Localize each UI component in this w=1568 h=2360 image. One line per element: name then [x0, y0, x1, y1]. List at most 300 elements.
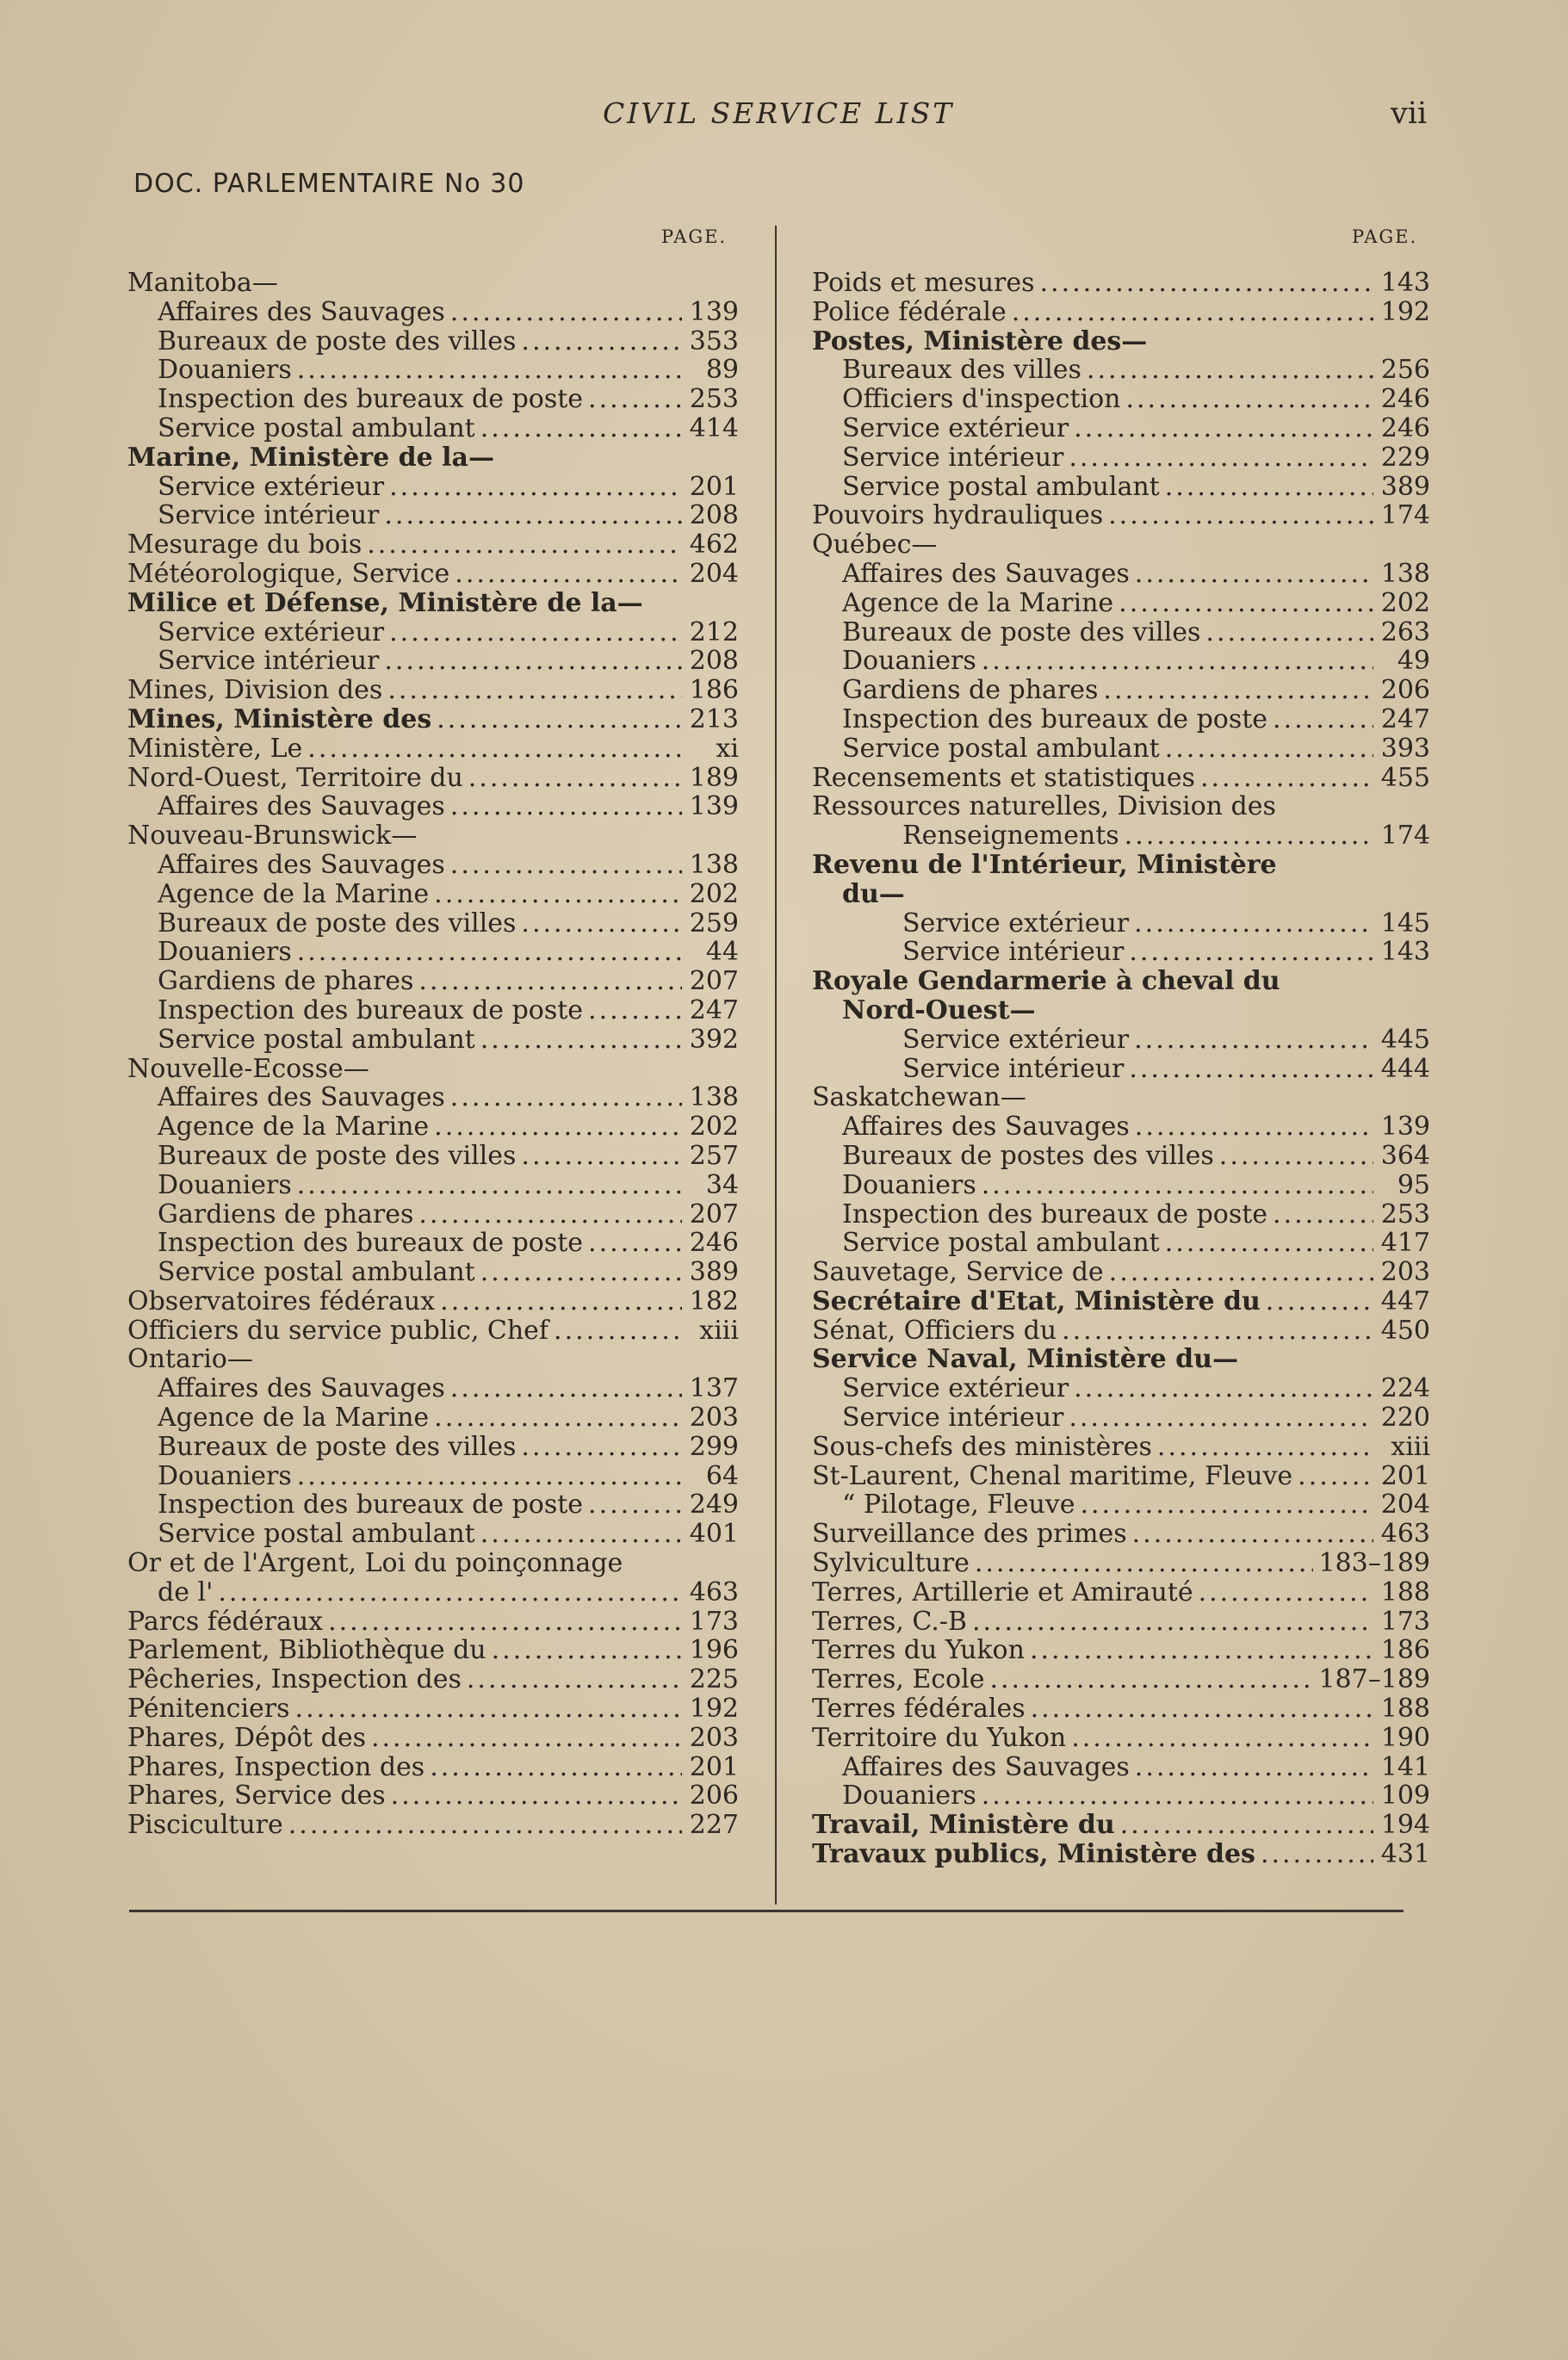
- entry-label: Territoire du Yukon: [812, 1722, 1067, 1753]
- index-entry: [812, 996, 1430, 1025]
- dot-leader: [972, 1607, 1373, 1637]
- index-entry: [812, 1316, 1430, 1346]
- index-entry: [127, 1229, 739, 1258]
- dot-leader: [1134, 1025, 1373, 1055]
- entry-page-number: 174: [1380, 821, 1430, 852]
- entry-label: Inspection des bureaux de poste: [842, 1199, 1268, 1230]
- index-entry: [812, 414, 1430, 443]
- entry-label: Service postal ambulant: [158, 412, 475, 443]
- entry-page-number: 263: [1380, 616, 1430, 647]
- entry-label: Royale Gendarmerie à cheval du: [812, 966, 1280, 997]
- index-entry: [127, 1258, 739, 1287]
- dot-leader: [1135, 560, 1373, 589]
- index-entry: [812, 880, 1430, 909]
- dot-leader: [1199, 1578, 1373, 1607]
- entry-page-number: xiii: [699, 1315, 739, 1346]
- entry-page-number: 189: [689, 762, 739, 793]
- entry-page-number: 463: [689, 1576, 739, 1607]
- dot-leader: [1103, 676, 1373, 705]
- entry-page-number: 229: [1380, 442, 1430, 473]
- entry-label: Service intérieur: [902, 937, 1125, 968]
- index-entry: [127, 1549, 739, 1578]
- entry-label: Postes, Ministère des—: [812, 325, 1148, 356]
- index-entry: [812, 1345, 1430, 1374]
- entry-label: Service postal ambulant: [842, 1228, 1160, 1259]
- dot-leader: [450, 851, 682, 880]
- index-entry: [812, 1840, 1430, 1869]
- dot-leader: [384, 647, 682, 676]
- entry-label: Agence de la Marine: [158, 1112, 430, 1143]
- entry-page-number: 447: [1380, 1285, 1430, 1316]
- entry-label: “ Pilotage, Fleuve: [842, 1490, 1075, 1521]
- entry-label: Police fédérale: [812, 296, 1007, 327]
- index-entry: [127, 1403, 739, 1433]
- dot-leader: [1109, 1258, 1373, 1287]
- entry-page-number: 204: [689, 558, 739, 589]
- dot-leader: [480, 1025, 682, 1055]
- entry-page-number: 145: [1380, 907, 1430, 938]
- entry-page-number: 256: [1380, 355, 1430, 386]
- index-entry: [127, 1433, 739, 1462]
- entry-label: Nord-Ouest—: [842, 994, 1036, 1025]
- entry-label: Agence de la Marine: [842, 587, 1114, 618]
- entry-page-number: 186: [1380, 1635, 1430, 1666]
- dot-leader: [975, 1549, 1314, 1578]
- entry-page-number: 206: [689, 1781, 739, 1812]
- dot-leader: [1200, 764, 1373, 793]
- entry-page-number: 201: [689, 471, 739, 502]
- index-entry: [812, 705, 1430, 734]
- entry-label: Mines, Division des: [127, 675, 383, 706]
- dot-leader: [434, 880, 682, 909]
- entry-label: Service intérieur: [902, 1053, 1125, 1084]
- entry-label: Service postal ambulant: [842, 733, 1160, 764]
- dot-leader: [450, 298, 682, 327]
- index-entry: [812, 1433, 1430, 1462]
- entry-label: Service postal ambulant: [158, 1024, 475, 1055]
- dot-leader: [1012, 298, 1373, 327]
- index-entry: [812, 821, 1430, 851]
- index-entry: [127, 385, 739, 414]
- index-entry: [127, 1724, 739, 1753]
- index-entry: [812, 764, 1430, 793]
- dot-leader: [1074, 414, 1373, 443]
- index-entry: [127, 647, 739, 676]
- entry-page-number: 246: [689, 1228, 739, 1259]
- dot-leader: [1074, 1374, 1373, 1403]
- entry-label: Sylviculture: [812, 1548, 970, 1579]
- index-entry: [812, 1112, 1430, 1142]
- running-head: CIVIL SERVICE LIST: [603, 96, 955, 130]
- dot-leader: [1080, 1490, 1373, 1520]
- left-page-column-label: PAGE.: [661, 226, 728, 247]
- index-entry: [812, 1607, 1430, 1637]
- entry-label: Bureaux de poste des villes: [158, 1431, 517, 1462]
- entry-label: Terres, Artillerie et Amirauté: [812, 1576, 1193, 1607]
- dot-leader: [1069, 1403, 1373, 1433]
- index-entry: [812, 1694, 1430, 1724]
- dot-leader: [982, 1781, 1373, 1811]
- dot-leader: [982, 647, 1373, 676]
- index-entry: [127, 705, 739, 734]
- index-entry: [812, 473, 1430, 502]
- entry-page-number: 173: [1380, 1606, 1430, 1637]
- entry-page-number: 204: [1380, 1490, 1430, 1521]
- index-entry: [812, 1083, 1430, 1112]
- index-entry: [812, 1374, 1430, 1403]
- entry-page-number: 253: [1380, 1199, 1430, 1230]
- entry-page-number: 247: [1380, 703, 1430, 734]
- dot-leader: [288, 1811, 682, 1840]
- entry-label: Nord-Ouest, Territoire du: [127, 762, 463, 793]
- entry-label: Observatoires fédéraux: [127, 1285, 436, 1316]
- entry-label: Ministère, Le: [127, 733, 303, 764]
- index-entry: [812, 647, 1430, 676]
- dot-leader: [440, 1287, 682, 1316]
- entry-page-number: 206: [1380, 675, 1430, 706]
- entry-label: Officiers d'inspection: [842, 384, 1121, 415]
- entry-page-number: 143: [1380, 937, 1430, 968]
- dot-leader: [450, 1083, 682, 1112]
- dot-leader: [371, 1724, 682, 1753]
- dot-leader: [1273, 1200, 1373, 1230]
- index-entry: [127, 880, 739, 909]
- entry-page-number: xiii: [1391, 1431, 1430, 1462]
- dot-leader: [450, 792, 682, 821]
- index-entry: [127, 821, 739, 851]
- entry-page-number: 188: [1380, 1576, 1430, 1607]
- entry-page-number: 138: [689, 1082, 739, 1113]
- entry-label: Manitoba—: [127, 268, 278, 298]
- right-index-column: [812, 269, 1430, 1869]
- index-entry: [812, 1636, 1430, 1665]
- dot-leader: [480, 414, 682, 443]
- entry-label: de l': [158, 1576, 214, 1607]
- index-entry: [812, 909, 1430, 938]
- entry-page-number: 183–189: [1318, 1548, 1430, 1579]
- entry-page-number: 246: [1380, 384, 1430, 415]
- index-entry: [812, 356, 1430, 385]
- dot-leader: [588, 385, 682, 414]
- dot-leader: [588, 1229, 682, 1258]
- entry-page-number: 203: [689, 1403, 739, 1434]
- index-entry: [127, 1520, 739, 1549]
- dot-leader: [1062, 1316, 1373, 1346]
- entry-label: Affaires des Sauvages: [842, 1751, 1130, 1782]
- entry-page-number: 192: [689, 1694, 739, 1725]
- entry-page-number: 353: [689, 325, 739, 356]
- dot-leader: [982, 1171, 1373, 1200]
- entry-label: Mesurage du bois: [127, 530, 363, 561]
- entry-label: du—: [842, 878, 905, 909]
- entry-label: Service postal ambulant: [158, 1257, 475, 1288]
- dot-leader: [1108, 501, 1373, 530]
- entry-page-number: 364: [1380, 1140, 1430, 1171]
- index-entry: [127, 1142, 739, 1171]
- entry-page-number: 192: [1380, 296, 1430, 327]
- right-page-column-label: PAGE.: [1352, 226, 1418, 247]
- index-entry: [812, 851, 1430, 880]
- entry-label: Service extérieur: [158, 471, 385, 502]
- entry-page-number: 138: [689, 849, 739, 880]
- entry-page-number: 190: [1380, 1722, 1430, 1753]
- entry-page-number: 186: [689, 675, 739, 706]
- entry-label: Bureaux de poste des villes: [842, 616, 1201, 647]
- index-entry: [812, 938, 1430, 967]
- index-entry: [812, 530, 1430, 560]
- entry-page-number: 249: [689, 1490, 739, 1521]
- entry-label: Pêcheries, Inspection des: [127, 1664, 462, 1695]
- index-entry: [812, 560, 1430, 589]
- entry-label: Douaniers: [158, 1169, 292, 1200]
- dot-leader: [450, 1374, 682, 1403]
- dot-leader: [455, 560, 682, 589]
- index-entry: [812, 1142, 1430, 1171]
- entry-label: Phares, Inspection des: [127, 1751, 425, 1782]
- index-entry: [812, 385, 1430, 414]
- entry-label: Nouvelle-Ecosse—: [127, 1053, 369, 1084]
- index-entry: [812, 1258, 1430, 1287]
- index-entry: [127, 1374, 739, 1403]
- index-entry: [812, 1781, 1430, 1811]
- index-entry: [812, 734, 1430, 764]
- entry-page-number: 138: [1380, 558, 1430, 589]
- entry-page-number: 220: [1380, 1403, 1430, 1434]
- index-entry: [127, 1578, 739, 1607]
- entry-label: Bureaux de poste des villes: [158, 325, 517, 356]
- entry-label: Officiers du service public, Chef: [127, 1315, 549, 1346]
- index-entry: [812, 501, 1430, 530]
- entry-label: Service extérieur: [842, 412, 1069, 443]
- entry-label: Phares, Dépôt des: [127, 1722, 366, 1753]
- entry-page-number: 393: [1380, 733, 1430, 764]
- entry-page-number: 203: [689, 1722, 739, 1753]
- entry-page-number: 392: [689, 1024, 739, 1055]
- index-entry: [127, 589, 739, 618]
- dot-leader: [1071, 1724, 1373, 1753]
- entry-page-number: 463: [1380, 1519, 1430, 1550]
- entry-page-number: 64: [705, 1460, 739, 1491]
- index-entry: [812, 1665, 1430, 1694]
- entry-page-number: 207: [689, 966, 739, 997]
- index-entry: [127, 1112, 739, 1142]
- index-entry: [127, 473, 739, 502]
- dot-leader: [554, 1316, 682, 1346]
- index-entry: [127, 1490, 739, 1520]
- index-entry: [127, 1025, 739, 1055]
- index-entry: [812, 1287, 1430, 1316]
- index-entry: [127, 1083, 739, 1112]
- index-entry: [812, 1403, 1430, 1433]
- index-entry: [127, 1665, 739, 1694]
- dot-leader: [297, 938, 682, 967]
- index-entry: [812, 1171, 1430, 1200]
- dot-leader: [418, 1200, 682, 1230]
- entry-page-number: 389: [1380, 471, 1430, 502]
- entry-label: Travaux publics, Ministère des: [812, 1839, 1255, 1870]
- entry-label: Douaniers: [842, 1169, 976, 1200]
- index-entry: [127, 1055, 739, 1084]
- entry-label: Inspection des bureaux de poste: [158, 994, 584, 1025]
- entry-page-number: 246: [1380, 412, 1430, 443]
- index-entry: [127, 1171, 739, 1200]
- dot-leader: [389, 618, 682, 647]
- entry-page-number: 462: [689, 530, 739, 561]
- entry-page-number: 212: [689, 616, 739, 647]
- entry-label: Douaniers: [158, 1460, 292, 1491]
- page-folio: vii: [1391, 96, 1428, 131]
- index-entry: [127, 298, 739, 327]
- dot-leader: [521, 1142, 682, 1171]
- entry-label: Sous-chefs des ministères: [812, 1431, 1152, 1462]
- entry-page-number: 143: [1380, 268, 1430, 298]
- dot-leader: [1119, 589, 1373, 618]
- entry-page-number: 401: [689, 1519, 739, 1550]
- entry-page-number: 213: [689, 703, 739, 734]
- entry-label: Terres, Ecole: [812, 1664, 985, 1695]
- entry-page-number: 141: [1380, 1751, 1430, 1782]
- index-entry: [127, 618, 739, 647]
- index-entry: [812, 1520, 1430, 1549]
- dot-leader: [1132, 1520, 1373, 1549]
- entry-label: Affaires des Sauvages: [158, 849, 445, 880]
- index-entry: [812, 589, 1430, 618]
- index-entry: [127, 356, 739, 385]
- entry-label: Sénat, Officiers du: [812, 1315, 1057, 1346]
- entry-label: Douaniers: [158, 355, 292, 386]
- dot-leader: [1165, 473, 1373, 502]
- dot-leader: [1129, 1055, 1373, 1084]
- index-entry: [812, 1549, 1430, 1578]
- index-entry: [812, 1200, 1430, 1230]
- entry-page-number: 201: [689, 1751, 739, 1782]
- dot-leader: [467, 1665, 682, 1694]
- dot-leader: [480, 1520, 682, 1549]
- dot-leader: [297, 1171, 682, 1200]
- entry-label: Ontario—: [127, 1344, 253, 1375]
- dot-leader: [1031, 1694, 1373, 1724]
- entry-label: Gardiens de phares: [158, 966, 414, 997]
- dot-leader: [434, 1403, 682, 1433]
- entry-page-number: 417: [1380, 1228, 1430, 1259]
- dot-leader: [391, 1781, 682, 1811]
- index-entry: [812, 1811, 1430, 1840]
- entry-label: Bureaux de poste des villes: [158, 907, 517, 938]
- entry-label: Phares, Service des: [127, 1781, 386, 1812]
- entry-page-number: 389: [689, 1257, 739, 1288]
- entry-page-number: 224: [1380, 1373, 1430, 1404]
- dot-leader: [218, 1578, 682, 1607]
- dot-leader: [1165, 1229, 1373, 1258]
- entry-label: Service intérieur: [158, 500, 380, 531]
- entry-label: Gardiens de phares: [158, 1199, 414, 1230]
- index-entry: [812, 1724, 1430, 1753]
- entry-page-number: 49: [1397, 646, 1430, 677]
- entry-label: Service postal ambulant: [158, 1519, 475, 1550]
- index-entry: [812, 792, 1430, 821]
- entry-page-number: 414: [689, 412, 739, 443]
- entry-label: Service intérieur: [158, 646, 380, 677]
- index-entry: [127, 851, 739, 880]
- entry-page-number: 139: [1380, 1112, 1430, 1143]
- entry-page-number: 139: [689, 296, 739, 327]
- dot-leader: [1030, 1636, 1373, 1665]
- entry-page-number: 247: [689, 994, 739, 1025]
- bottom-rule: [129, 1910, 1404, 1912]
- dot-leader: [480, 1258, 682, 1287]
- entry-label: Saskatchewan—: [812, 1082, 1026, 1113]
- index-entry: [127, 1781, 739, 1811]
- entry-label: Service Naval, Ministère du—: [812, 1344, 1238, 1375]
- entry-label: Parlement, Bibliothèque du: [127, 1635, 487, 1666]
- dot-leader: [1087, 356, 1373, 385]
- index-entry: [127, 443, 739, 473]
- dot-leader: [1298, 1462, 1373, 1491]
- entry-label: Bureaux des villes: [842, 355, 1081, 386]
- index-entry: [127, 909, 739, 938]
- entry-label: Inspection des bureaux de poste: [158, 384, 584, 415]
- index-entry: [127, 1811, 739, 1840]
- index-entry: [812, 1025, 1430, 1055]
- dot-leader: [1266, 1287, 1373, 1316]
- index-entry: [127, 560, 739, 589]
- dot-leader: [588, 996, 682, 1025]
- index-entry: [127, 1607, 739, 1637]
- entry-page-number: 259: [689, 907, 739, 938]
- entry-page-number: 203: [1380, 1257, 1430, 1288]
- dot-leader: [437, 705, 682, 734]
- entry-label: Sauvetage, Service de: [812, 1257, 1104, 1288]
- index-entry: [127, 1200, 739, 1230]
- entry-label: Affaires des Sauvages: [842, 1112, 1130, 1143]
- index-entry: [127, 1462, 739, 1491]
- entry-label: Gardiens de phares: [842, 675, 1099, 706]
- entry-label: Service intérieur: [842, 442, 1064, 473]
- entry-page-number: 225: [689, 1664, 739, 1695]
- entry-page-number: 187–189: [1318, 1664, 1430, 1695]
- entry-label: Douaniers: [842, 646, 976, 677]
- entry-label: Service intérieur: [842, 1403, 1064, 1434]
- entry-label: Affaires des Sauvages: [158, 296, 445, 327]
- dot-leader: [1129, 938, 1373, 967]
- entry-page-number: 455: [1380, 762, 1430, 793]
- entry-page-number: 44: [705, 937, 739, 968]
- index-entry: [127, 327, 739, 356]
- entry-label: Affaires des Sauvages: [158, 791, 445, 822]
- index-entry: [127, 792, 739, 821]
- entry-label: Surveillance des primes: [812, 1519, 1127, 1550]
- entry-label: Terres du Yukon: [812, 1635, 1025, 1666]
- entry-page-number: xi: [716, 733, 739, 764]
- index-entry: [812, 1490, 1430, 1520]
- entry-page-number: 299: [689, 1431, 739, 1462]
- index-entry: [127, 414, 739, 443]
- index-entry: [812, 1578, 1430, 1607]
- entry-label: Pisciculture: [127, 1810, 283, 1841]
- entry-label: Poids et mesures: [812, 268, 1035, 298]
- dot-leader: [1165, 734, 1373, 764]
- dot-leader: [430, 1753, 682, 1782]
- dot-leader: [468, 764, 682, 793]
- entry-label: Terres fédérales: [812, 1694, 1026, 1725]
- dot-leader: [389, 473, 682, 502]
- document-reference: DOC. PARLEMENTAIRE No 30: [133, 169, 525, 199]
- entry-page-number: 89: [705, 355, 739, 386]
- index-entry: [812, 1229, 1430, 1258]
- entry-label: Parcs fédéraux: [127, 1606, 324, 1637]
- index-entry: [127, 676, 739, 705]
- entry-label: Terres, C.-B: [812, 1606, 967, 1637]
